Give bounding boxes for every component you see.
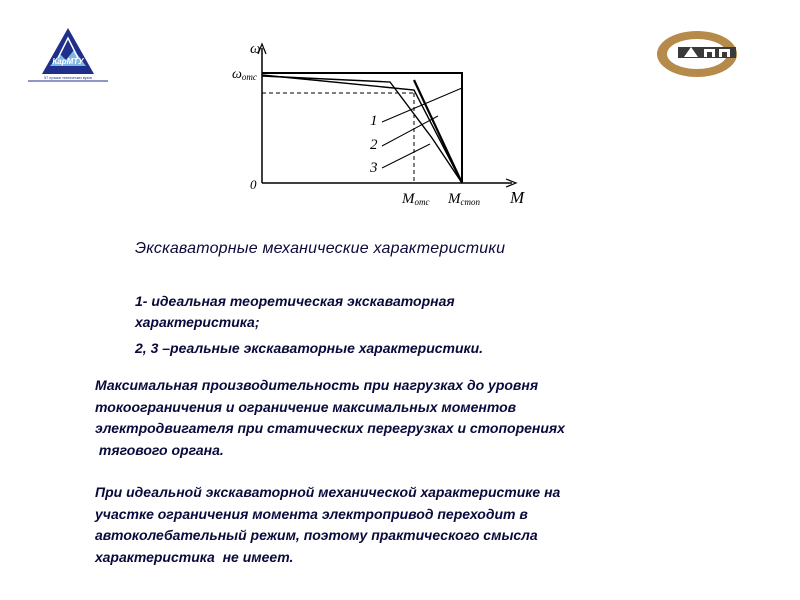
curve-2-label: 2: [370, 137, 378, 153]
x-axis-label: M: [510, 188, 525, 207]
origin-label: 0: [250, 177, 257, 192]
logo-left-text: КарМТУ: [52, 57, 84, 66]
m-ots-label: Mотс: [402, 191, 430, 207]
legend-curve-1-line2: характеристика;: [135, 314, 260, 330]
legend-curve-1-line1: 1- идеальная теоретическая экскаваторная: [135, 293, 455, 309]
curve-1-label: 1: [370, 113, 378, 129]
paragraph-ideal-characteristic: При идеальной экскаваторной механической характеристике на участке ограничения момента электропривод переходит в автоколебательный режим, поэтому практического смысла характеристика не имеет.: [95, 484, 561, 565]
curve-2: [262, 75, 462, 183]
leader-line-2: [382, 116, 438, 146]
department-logo: [654, 28, 740, 80]
curve-3: [262, 76, 462, 183]
caption-title: Экскаваторные механические характеристики: [135, 240, 506, 257]
legend-curves-2-3: 2, 3 –реальные экскаваторные характеристики.: [135, 340, 484, 356]
logo-left-subtext: 57 лучших технических вузов: [44, 76, 92, 80]
paragraph-productivity: Максимальная производительность при нагрузках до уровня токоограничения и ограничение максимальных моментов электродвигателя при статических перегрузках и стопорениях тягового органа.: [95, 377, 565, 458]
leader-line-1: [382, 88, 462, 122]
y-axis-label: ω: [250, 41, 261, 57]
leader-line-3: [382, 144, 430, 168]
curve-3-label: 3: [370, 160, 378, 176]
curve-1-ideal: [262, 73, 462, 183]
university-logo: [24, 24, 112, 82]
omega-ots-label: ωотс: [232, 67, 257, 82]
mechanical-characteristics-diagram: [220, 40, 540, 212]
m-stop-label: Mстоп: [448, 191, 480, 207]
